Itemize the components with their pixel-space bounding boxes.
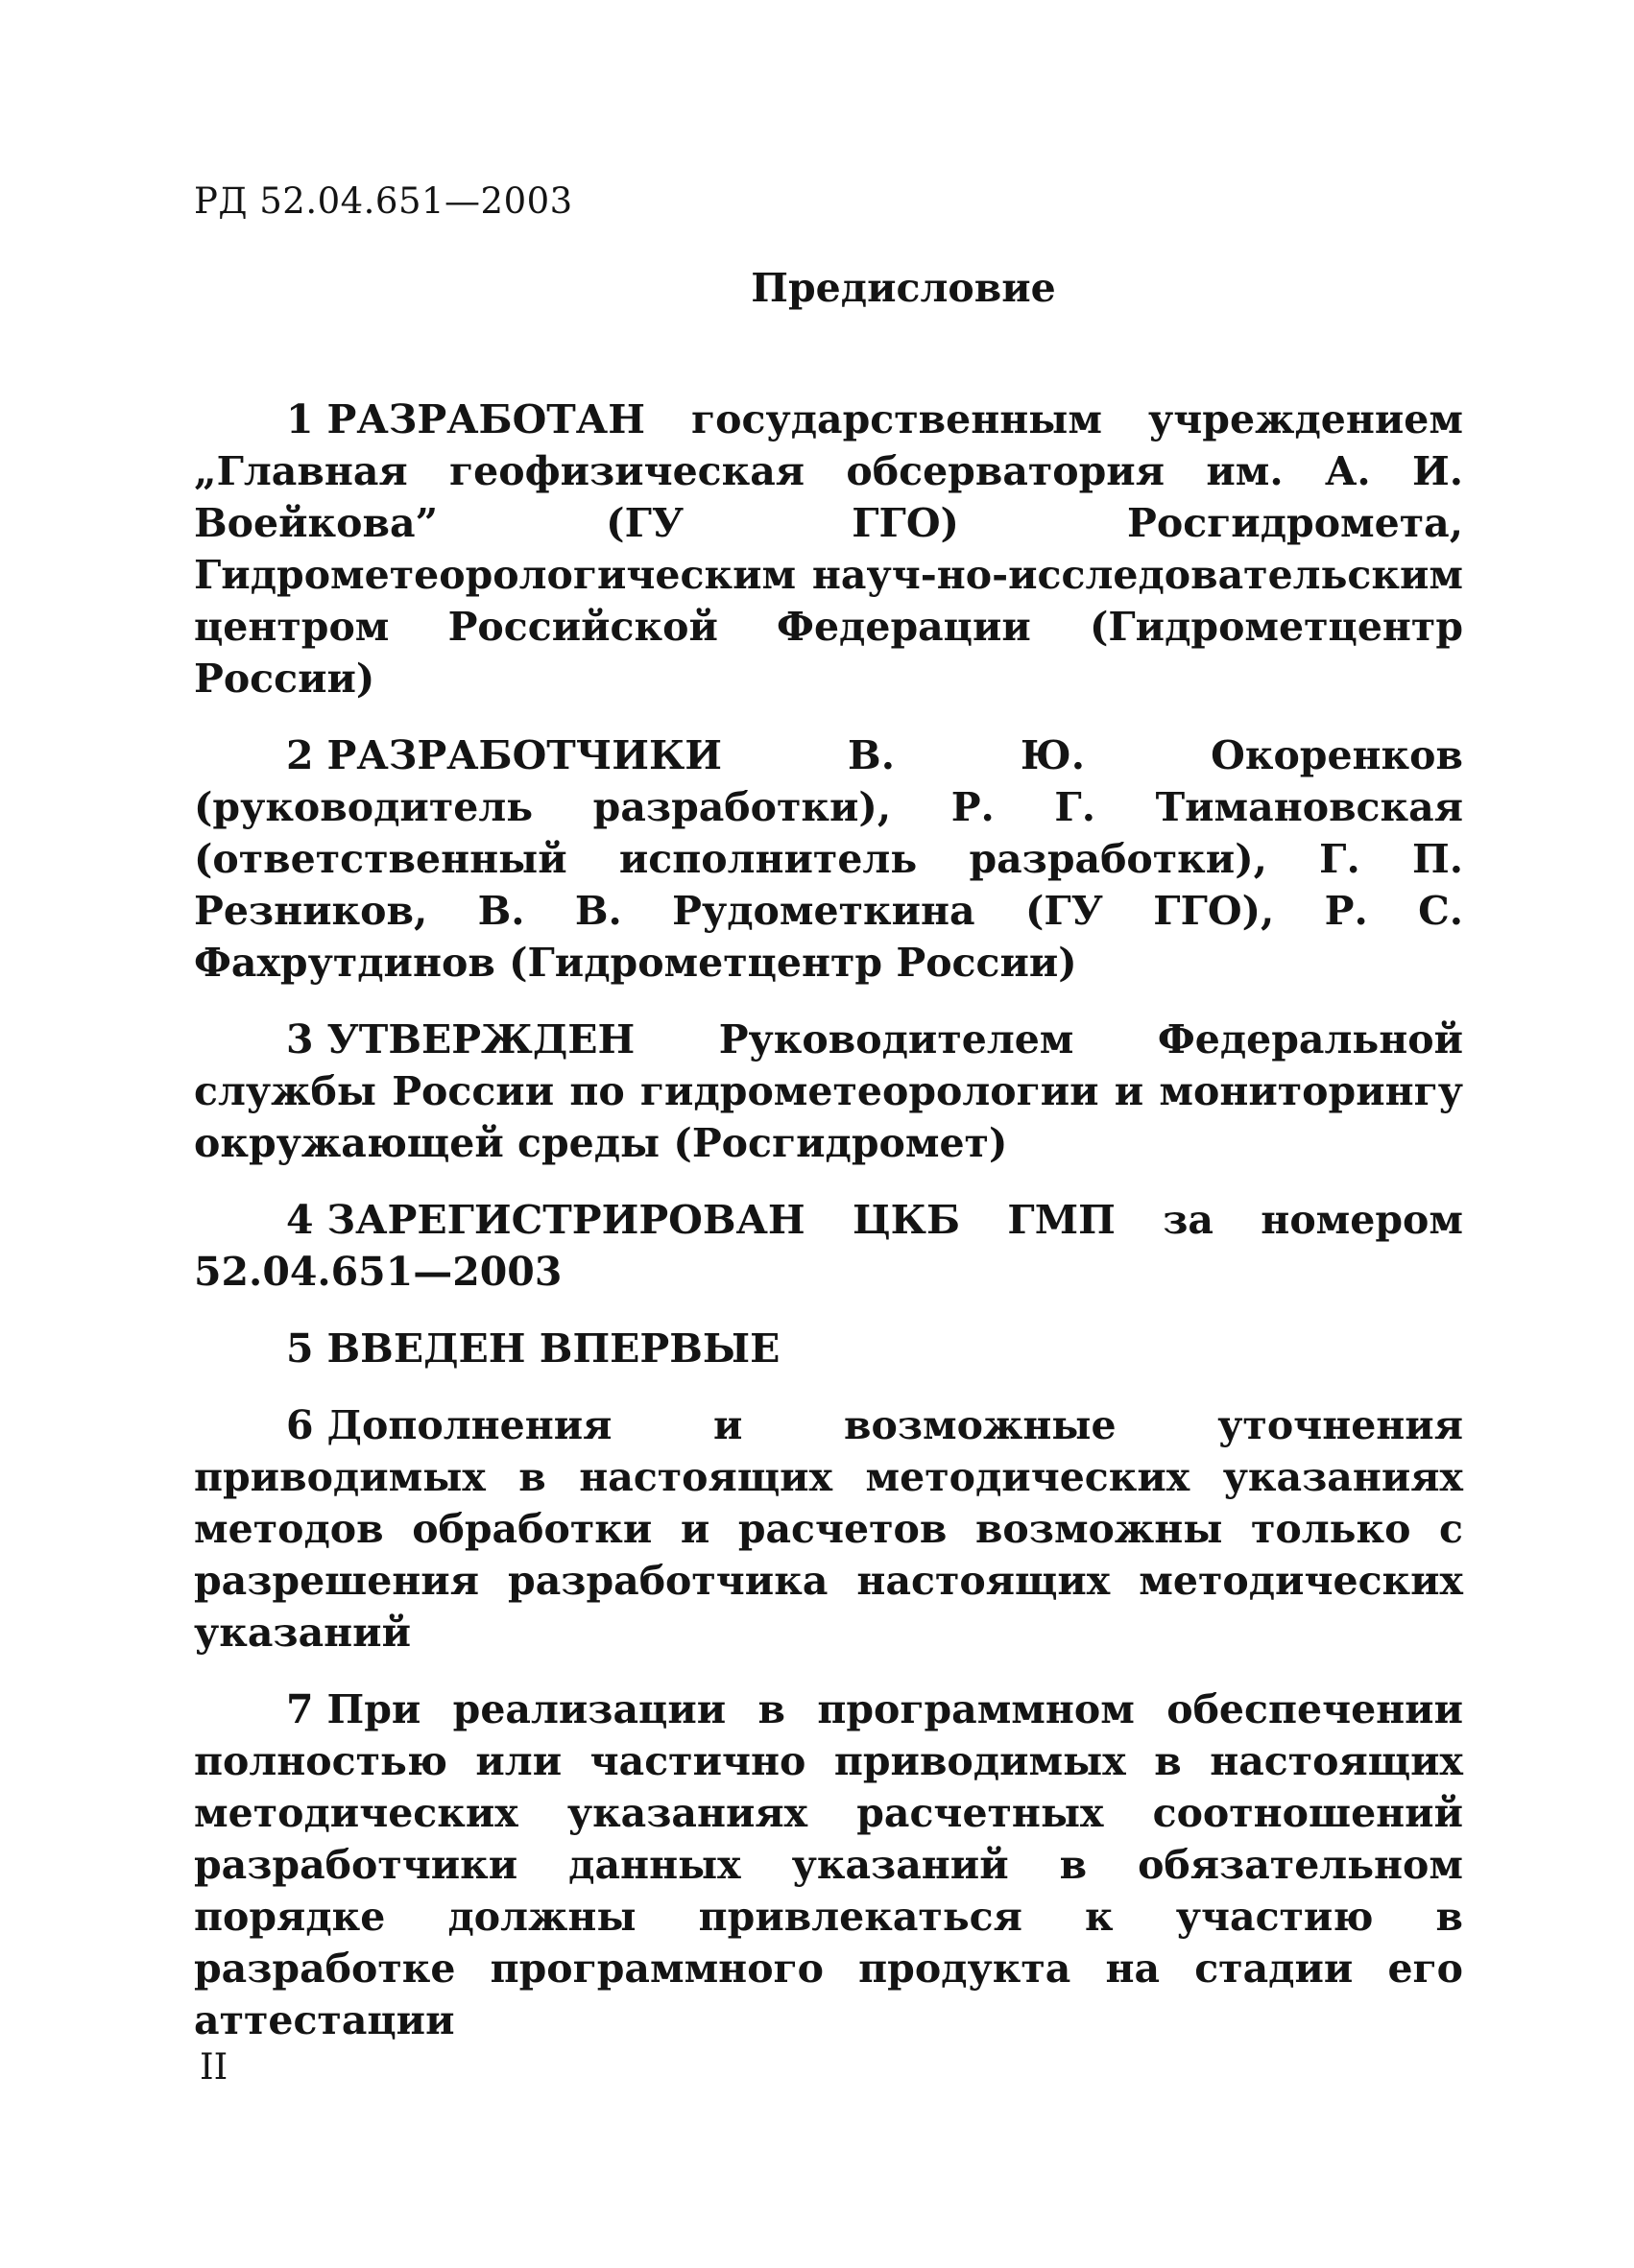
item-text: РАЗРАБОТЧИКИ В. Ю. Окоренков (руководитель разработки), Р. Г. Тимановская (ответственный исполнитель разработки), Г. П. Резников, В. В. Рудометкина (ГУ ГГО), Р. С. Фахрутдинов (Гидрометцентр России): [194, 732, 1463, 986]
item-text: Дополнения и возможные уточнения приводимых в настоящих методических указаниях методов обработки и расчетов возможны только с разрешения разработчика настоящих методических указаний: [194, 1402, 1463, 1656]
item-text: ВВЕДЕН ВПЕРВЫЕ: [326, 1325, 781, 1372]
foreword-item-1: [194, 394, 1463, 704]
item-number: 1: [286, 396, 314, 442]
item-text: ЗАРЕГИСТРИРОВАН ЦКБ ГМП за номером 52.04.651—2003: [194, 1197, 1463, 1295]
document-code: РД 52.04.651—2003: [194, 180, 573, 222]
item-number: 5: [286, 1325, 314, 1372]
item-number: 4: [286, 1197, 314, 1243]
item-number: 3: [286, 1016, 314, 1062]
foreword-item-7: [194, 1683, 1463, 2046]
foreword-item-5: [194, 1323, 1463, 1374]
foreword-item-4: [194, 1194, 1463, 1298]
item-text: При реализации в программном обеспечении полностью или частично приводимых в настоящих методических указаниях расчетных соотношений разработчики данных указаний в обязательном порядке должны привлекаться к участию в разработке программного продукта на стадии его аттестации: [194, 1686, 1463, 2043]
foreword-list: [194, 394, 1463, 2071]
page-number: II: [200, 2046, 228, 2088]
foreword-item-2: [194, 729, 1463, 989]
item-number: 7: [286, 1686, 314, 1732]
foreword-item-3: [194, 1014, 1463, 1169]
page-title: Предисловие: [751, 265, 1056, 311]
item-text: РАЗРАБОТАН государственным учреждением „Главная геофизическая обсерватория им. А. И. Воейкова” (ГУ ГГО) Росгидромета, Гидрометеорологическим науч-но-исследовательским центром Российской Федерации (Гидрометцентр России): [194, 396, 1463, 702]
item-number: 6: [286, 1402, 314, 1448]
foreword-item-6: [194, 1399, 1463, 1659]
item-text: УТВЕРЖДЕН Руководителем Федеральной службы России по гидрометеорологии и мониторингу окружающей среды (Росгидромет): [194, 1016, 1463, 1166]
item-number: 2: [286, 732, 314, 778]
